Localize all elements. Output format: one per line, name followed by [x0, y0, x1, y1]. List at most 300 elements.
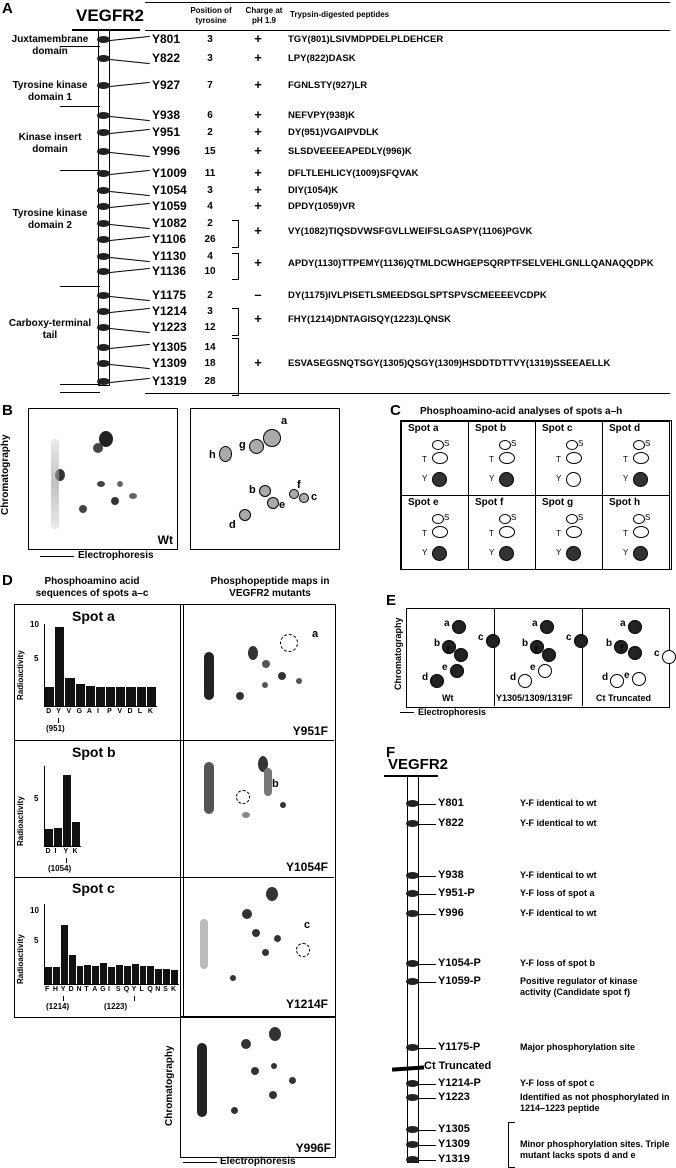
group-bracket [232, 253, 239, 280]
site-position: 18 [204, 358, 216, 369]
site-y1214: Y1214 [152, 304, 187, 318]
bar-k [72, 822, 80, 846]
site-charge: + [254, 165, 262, 180]
site-pointer [110, 152, 150, 157]
tyrosine-spot [499, 472, 514, 487]
serine-spot [432, 514, 444, 524]
serine-label: S [578, 513, 584, 522]
c-title: Phosphoamino-acid analyses of spots a–h [420, 406, 623, 417]
domain-tick [60, 286, 100, 287]
site-position: 3 [207, 34, 213, 45]
residue-label: Q [123, 986, 130, 993]
tyrosine-spot [633, 472, 648, 487]
e-spot-label: c [566, 632, 572, 643]
threonine-spot [432, 526, 448, 538]
serine-label: S [444, 439, 450, 448]
e-spot-c [662, 650, 676, 664]
site-position: 12 [204, 322, 216, 333]
spot-a-chart [44, 624, 157, 707]
spot-c-chart [44, 904, 179, 985]
spot-a-pos: (951) [46, 724, 65, 733]
e-y-axis: Chromatography [393, 617, 403, 690]
site-position: 4 [207, 201, 213, 212]
e-spot-label: b [522, 638, 529, 649]
f-site-note: Y-F identical to wt [520, 870, 597, 880]
spot-cell-title: Spot c [542, 423, 573, 434]
table-bottom-rule [145, 393, 670, 394]
site-y1009: Y1009 [152, 166, 187, 180]
site-y801: Y801 [152, 32, 181, 46]
spot-cell [602, 495, 670, 570]
bar-d [45, 829, 53, 846]
bar-d [45, 687, 54, 706]
b-y-axis: Chromatography [0, 434, 11, 515]
site-y1130: Y1130 [152, 249, 187, 263]
tyrosine-marker [97, 55, 110, 62]
tyrosine-marker [97, 203, 110, 210]
site-position: 10 [204, 266, 216, 277]
site-peptide: TGY(801)LSIVMDPDELPLDEHCER [288, 34, 444, 45]
residue-label: Y [60, 986, 66, 993]
site-peptide: NEFVPY(938)K [288, 110, 356, 121]
site-pointer [418, 964, 436, 965]
group-peptide: ESVASEGSNQTSGY(1305)QSGY(1309)HSDDTDTTVY(1319)SSEEAELLK [288, 358, 611, 369]
spot-a-title: Spot a [72, 608, 115, 624]
spot-cell [468, 495, 536, 570]
serine-spot [499, 514, 511, 524]
threonine-label: T [623, 529, 628, 538]
spot-cell-title: Spot d [609, 423, 641, 434]
spot-c-ylabel: Radioactivity [16, 934, 25, 984]
tyrosine-label: Y [489, 548, 495, 557]
e-spot-label: f [534, 646, 538, 657]
serine-spot [633, 440, 645, 450]
panel-c-label: C [390, 402, 401, 419]
group-charge: + [254, 223, 262, 238]
site-charge: + [254, 198, 262, 213]
tyrosine-marker [97, 292, 110, 299]
bar-d [126, 687, 135, 706]
f-site-name: Y1309 [438, 1138, 470, 1150]
site-y1082: Y1082 [152, 216, 187, 230]
spot-cell-title: Spot h [609, 497, 641, 508]
spot-c-tick-5: 5 [34, 936, 39, 945]
threonine-spot [633, 452, 649, 464]
tyrosine-marker [97, 82, 110, 89]
site-charge: + [254, 50, 262, 65]
residue-label: D [127, 708, 133, 715]
tyrosine-marker [97, 344, 110, 351]
bar-p [106, 687, 115, 706]
bar-v [116, 687, 125, 706]
f-site-name: Y938 [438, 869, 464, 881]
spot-b-ylabel: Radioactivity [16, 796, 25, 846]
f-site-name: Y1175-P [438, 1041, 481, 1053]
spot-b-pos: (1054) [48, 864, 72, 873]
serine-spot [633, 514, 645, 524]
spot-c-tick-10: 10 [30, 906, 39, 915]
f-site-name: Y951-P [438, 887, 475, 899]
domain-tick [60, 392, 100, 393]
spot-b-residues [44, 848, 80, 858]
spot-b-chart [44, 766, 81, 847]
e-spot-e [538, 664, 552, 678]
site-peptide: DFLTLEHLICY(1009)SFQVAK [288, 168, 419, 179]
tyrosine-spot [633, 546, 648, 561]
serine-spot [499, 440, 511, 450]
e-spot-f [454, 648, 468, 662]
residue-label: Y [63, 848, 69, 855]
threonine-spot [432, 452, 448, 464]
serine-spot [432, 440, 444, 450]
spot-a-tick-5: 5 [34, 654, 39, 663]
serine-spot [566, 440, 578, 450]
y1214f-label: Y1214F [285, 997, 328, 1011]
spot-cell [401, 421, 469, 496]
group-charge: + [254, 311, 262, 326]
spot-a-ylabel: Radioactivity [16, 650, 25, 700]
domain-ct-tail: Carboxy-terminal tail [8, 318, 92, 341]
threonine-label: T [556, 529, 561, 538]
spot-cell-title: Spot a [408, 423, 439, 434]
residue-label: I [97, 708, 99, 715]
bar-s [163, 969, 170, 984]
f-site-name: Y1319 [438, 1153, 470, 1165]
spot-a-tick-10: 10 [30, 620, 39, 629]
bar-k [171, 970, 178, 984]
e-spot-e [450, 664, 464, 678]
vegfr2-title-a: VEGFR2 [76, 6, 145, 25]
site-y1106: Y1106 [152, 232, 187, 246]
residue-label: D [45, 848, 51, 855]
domain-juxtamembrane: Juxtamembrane domain [11, 34, 89, 57]
site-pointer [418, 1160, 436, 1161]
tyrosine-marker [97, 129, 110, 136]
site-pointer [110, 268, 150, 273]
e-spot-label: d [422, 672, 429, 683]
e-spot-d [518, 674, 532, 688]
f-site-note: Y-F loss of spot c [520, 1078, 595, 1088]
residue-tick [58, 718, 59, 723]
tyrosine-marker [97, 253, 110, 260]
bar-k [147, 687, 156, 706]
d-right-title: Phosphopeptide maps in VEGFR2 mutants [210, 576, 330, 599]
residue-label: N [155, 986, 161, 993]
header-peptides: Trypsin-digested peptides [290, 10, 390, 19]
residue-label: D [46, 708, 52, 715]
e-spot-label: a [532, 618, 538, 629]
residue-label: K [171, 986, 177, 993]
tyrosine-marker [97, 324, 110, 331]
y996f-map [180, 1016, 336, 1158]
site-pointer [418, 894, 436, 895]
site-y938: Y938 [152, 108, 181, 122]
spot-diagram: a g h b f c e d [190, 408, 340, 550]
tyrosine-label: Y [422, 548, 428, 557]
e-spot-f [542, 648, 556, 662]
spot-c-pos1: (1214) [46, 1002, 70, 1011]
f-site-name: Y1059-P [438, 975, 481, 987]
f-site-name: Y1223 [438, 1091, 470, 1103]
site-y1319: Y1319 [152, 374, 187, 388]
spot-b-title: Spot b [72, 744, 116, 760]
ct-truncated-label: Ct Truncated [424, 1060, 492, 1072]
panel-e-label: E [386, 592, 397, 609]
bar-l [137, 687, 146, 706]
site-pointer [418, 1048, 436, 1049]
site-charge: + [254, 182, 262, 197]
site-charge: + [254, 107, 262, 122]
residue-label: D [68, 986, 74, 993]
spot-c-title: Spot c [72, 880, 115, 896]
spot-b-tick-5: 5 [34, 794, 39, 803]
site-pointer [418, 1084, 436, 1085]
bar-g [100, 963, 107, 984]
receptor-bar-f [407, 776, 419, 1163]
site-pointer [110, 170, 150, 175]
residue-label: G [76, 708, 83, 715]
site-pointer [110, 344, 150, 349]
tyrosine-marker [97, 170, 110, 177]
site-position: 26 [204, 234, 216, 245]
threonine-label: T [623, 455, 628, 464]
f-site-name: Y822 [438, 817, 464, 829]
b-x-axis: Electrophoresis [78, 550, 154, 561]
y1054f-marker: b [272, 778, 279, 790]
site-position: 14 [204, 342, 216, 353]
spot-a-residues [44, 708, 156, 718]
tyrosine-marker [97, 236, 110, 243]
phosphoamino-grid [400, 420, 672, 570]
site-pointer [110, 328, 150, 333]
site-pointer [418, 982, 436, 983]
site-position: 4 [207, 251, 213, 262]
residue-label: A [92, 986, 98, 993]
spot-cell [401, 495, 469, 570]
e-spot-label: e [530, 662, 536, 673]
tyrosine-spot [499, 546, 514, 561]
spot-c-residues [44, 986, 178, 996]
f-site-name: Y1054-P [438, 957, 481, 969]
residue-label: Y [56, 708, 61, 715]
site-charge: + [254, 124, 262, 139]
threonine-spot [566, 452, 582, 464]
e-triple-label: Y1305/1309/1319F [496, 693, 573, 703]
y996f-label: Y996F [295, 1141, 331, 1155]
domain-tk1: Tyrosine kinase domain 1 [12, 80, 88, 103]
site-y1305: Y1305 [152, 340, 187, 354]
residue-label: K [72, 848, 78, 855]
e-spot-a [628, 620, 642, 634]
site-y1223: Y1223 [152, 320, 187, 334]
residue-tick [63, 996, 64, 1001]
y951f-marker: a [312, 628, 319, 640]
f-site-note: Positive regulator of kinase activity (Candidate spot f) [520, 976, 638, 997]
tyrosine-label: Y [422, 474, 428, 483]
residue-tick [66, 858, 67, 863]
wt-label: Wt [157, 533, 173, 547]
threonine-spot [499, 452, 515, 464]
e-spot-d [610, 674, 624, 688]
e-wt-label: Wt [442, 693, 454, 703]
header-position: Position of tyrosine [190, 6, 232, 25]
tyrosine-spot [566, 546, 581, 561]
residue-tick [134, 996, 135, 1001]
bar-l [140, 966, 147, 984]
site-peptide: DIY(1054)K [288, 185, 339, 196]
spot-cell [602, 421, 670, 496]
e-spot-label: c [654, 648, 660, 659]
residue-label: L [139, 986, 144, 993]
site-pointer [418, 1130, 436, 1131]
group-bracket [232, 338, 239, 396]
site-pointer [418, 876, 436, 877]
threonine-spot [566, 526, 582, 538]
group-charge: + [254, 355, 262, 370]
site-peptide: DPDY(1059)VR [288, 201, 356, 212]
site-pointer [110, 36, 150, 41]
site-y927: Y927 [152, 78, 181, 92]
header-charge: Charge at pH 1.9 [245, 6, 283, 25]
minor-sites-bracket [508, 1122, 515, 1168]
spot-cell [535, 495, 603, 570]
residue-label: V [66, 708, 72, 715]
e-spot-label: d [602, 672, 609, 683]
e-spot-label: e [442, 662, 448, 673]
spot-cell [535, 421, 603, 496]
e-spot-c [574, 634, 588, 648]
e-spot-label: b [606, 638, 613, 649]
tyrosine-marker [97, 148, 110, 155]
residue-label: F [44, 986, 50, 993]
domain-kinase-insert: Kinase insert domain [18, 132, 82, 155]
domain-tick [60, 46, 100, 47]
tyrosine-marker [97, 36, 110, 43]
residue-label: T [84, 986, 89, 993]
y951f-label: Y951F [292, 724, 328, 738]
serine-label: S [511, 513, 517, 522]
e-spot-label: a [444, 618, 450, 629]
site-y1175: Y1175 [152, 288, 187, 302]
group-peptide: APDY(1130)TTPEMY(1136)QTMLDCWHGEPSQRPTFSELVEHLGNLLQANAQQDPK [288, 258, 654, 269]
spot-cell-title: Spot f [475, 497, 504, 508]
site-pointer [418, 1145, 436, 1146]
e-spot-label: d [510, 672, 517, 683]
e-spot-label: b [434, 638, 441, 649]
residue-label: I [108, 986, 110, 993]
site-y1136: Y1136 [152, 264, 187, 278]
f-site-note: Minor phosphorylation sites. Triple mutant lacks spots d and e [520, 1139, 670, 1160]
e-spot-label: c [478, 632, 484, 643]
site-peptide: LPY(822)DASK [288, 53, 356, 64]
panel-b-label: B [2, 402, 13, 419]
residue-label: Q [147, 986, 153, 993]
bar-n [155, 969, 162, 984]
e-spot-c [486, 634, 500, 648]
site-position: 3 [207, 53, 213, 64]
site-pointer [110, 378, 150, 383]
serine-label: S [645, 439, 651, 448]
panel-d-label: D [2, 572, 13, 589]
site-charge: + [254, 77, 262, 92]
bar-i [54, 828, 62, 846]
y1054f-map [182, 742, 332, 874]
residue-label: K [147, 708, 153, 715]
tyrosine-label: Y [556, 474, 562, 483]
domain-tick [60, 106, 100, 107]
site-pointer [110, 59, 150, 64]
site-y1059: Y1059 [152, 199, 187, 213]
bar-t [84, 965, 91, 984]
group-charge: + [254, 255, 262, 270]
e-spot-e [632, 672, 646, 686]
spot-c-pos2: (1223) [104, 1002, 128, 1011]
site-pointer [110, 364, 150, 369]
f-site-note: Y-F identical to wt [520, 908, 597, 918]
site-charge: + [254, 31, 262, 46]
group-peptide: VY(1082)TIQSDVWSFGVLLWEIFSLGASPY(1106)PGVK [288, 226, 533, 237]
residue-label: P [107, 708, 112, 715]
bar-q [147, 966, 154, 984]
bar-i [96, 687, 105, 706]
f-site-note: Major phosphorylation site [520, 1042, 636, 1052]
tyrosine-label: Y [489, 474, 495, 483]
threonine-spot [499, 526, 515, 538]
d-y-axis: Chromatography [164, 1045, 175, 1126]
tyrosine-marker [97, 112, 110, 119]
spot-cell-title: Spot b [475, 423, 507, 434]
threonine-label: T [422, 455, 427, 464]
bar-q [124, 966, 131, 984]
bar-f [45, 967, 52, 984]
site-pointer [110, 236, 150, 241]
f-site-note: Y-F loss of spot b [520, 958, 596, 968]
site-pointer [110, 224, 150, 229]
tyrosine-marker [97, 360, 110, 367]
tyrosine-label: Y [556, 548, 562, 557]
residue-label: S [115, 986, 121, 993]
f-site-name: Y996 [438, 907, 464, 919]
threonine-label: T [489, 455, 494, 464]
tyrosine-marker [97, 187, 110, 194]
site-position: 2 [207, 218, 213, 229]
site-pointer [110, 257, 150, 262]
residue-label: A [86, 708, 92, 715]
bar-a [92, 966, 99, 984]
site-position: 3 [207, 185, 213, 196]
bar-i [108, 967, 115, 984]
site-position: 2 [207, 127, 213, 138]
tyrosine-marker [97, 220, 110, 227]
tyrosine-label: Y [623, 474, 629, 483]
residue-label: H [52, 986, 58, 993]
serine-label: S [511, 439, 517, 448]
d-left-title: Phosphoamino acid sequences of spots a–c [35, 576, 149, 599]
tyrosine-spot [566, 472, 581, 487]
e-spot-label: f [620, 644, 624, 655]
e-ct-label: Ct Truncated [596, 693, 652, 703]
residue-label: S [163, 986, 168, 993]
site-peptide: DY(1175)IVLPISETLSMEEDSGLSPTSPVSCMEEEEVCDPK [288, 290, 547, 301]
f-site-note: Identified as not phosphorylated in 1214–1223 peptide [520, 1092, 670, 1113]
site-position: 28 [204, 376, 216, 387]
site-y822: Y822 [152, 51, 181, 65]
site-pointer [110, 82, 150, 87]
tyrosine-marker [97, 378, 110, 385]
residue-label: V [117, 708, 123, 715]
spot-cell-title: Spot g [542, 497, 574, 508]
domain-tk2: Tyrosine kinase domain 2 [12, 208, 88, 231]
